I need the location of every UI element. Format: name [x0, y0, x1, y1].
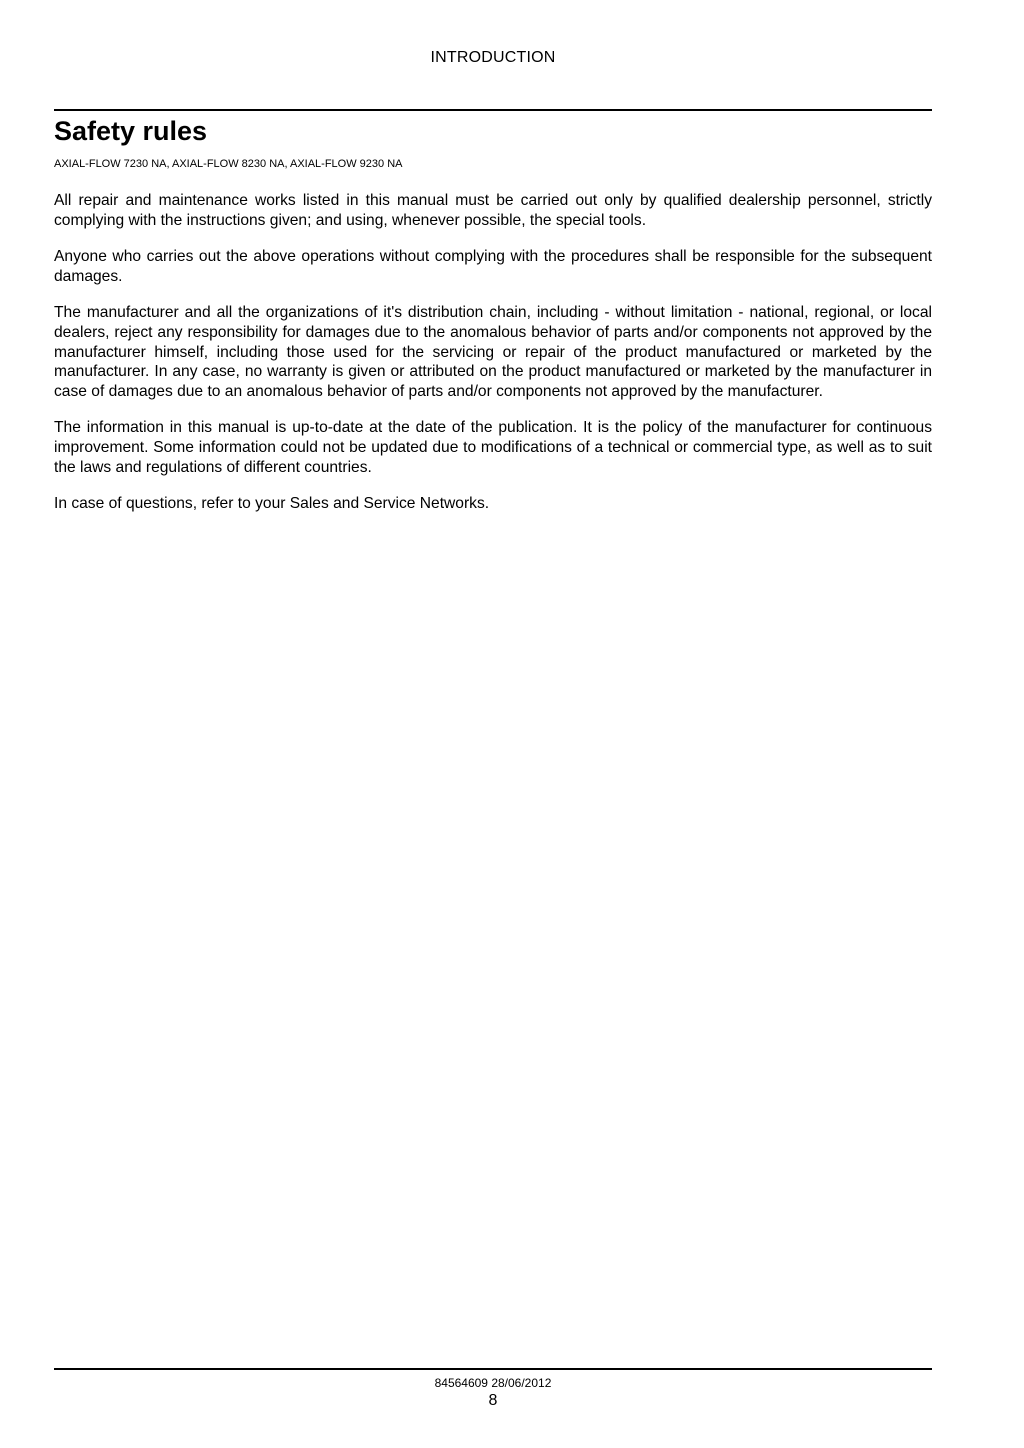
- paragraph-information-currency: The information in this manual is up-to-date at the date of the publication. It is the policy of the manufacturer for continuous improvement. Some information could not be updated due to modifications of a technical or commercial type, as well as to suit the laws and regulations of different countries.: [54, 419, 932, 476]
- body-text: [54, 191, 932, 531]
- page-number: 8: [488, 1392, 498, 1409]
- paragraph-responsibility: Anyone who carries out the above operations without complying with the procedures shall be responsible for the subsequent damages.: [54, 248, 932, 285]
- paragraph-manufacturer-disclaimer: The manufacturer and all the organizations of it's distribution chain, including - without limitation - national, regional, or local dealers, reject any responsibility for damages due to the anomalous behavior of parts and/or components not approved by the manufacturer himself, including those used for the servicing or repair of the product manufactured or marketed by the manufacturer. In any case, no warranty is given or attributed on the product manufactured or marketed by the manufacturer in case of damages due to an anomalous behavior of parts and/or components not approved by the manufacturer.: [54, 304, 932, 400]
- header-divider: [54, 109, 932, 111]
- applicable-models: AXIAL-FLOW 7230 NA, AXIAL-FLOW 8230 NA, AXIAL-FLOW 9230 NA: [54, 158, 403, 170]
- page-title: Safety rules: [54, 116, 208, 146]
- footer-divider: [54, 1368, 932, 1370]
- paragraph-qualified-personnel: All repair and maintenance works listed in this manual must be carried out only by qualified dealership personnel, strictly complying with the instructions given; and using, whenever possible, the special tools.: [54, 192, 932, 229]
- paragraph-questions: In case of questions, refer to your Sales and Service Networks.: [54, 495, 490, 513]
- document-reference: 84564609 28/06/2012: [434, 1376, 552, 1390]
- running-header: INTRODUCTION: [430, 49, 556, 66]
